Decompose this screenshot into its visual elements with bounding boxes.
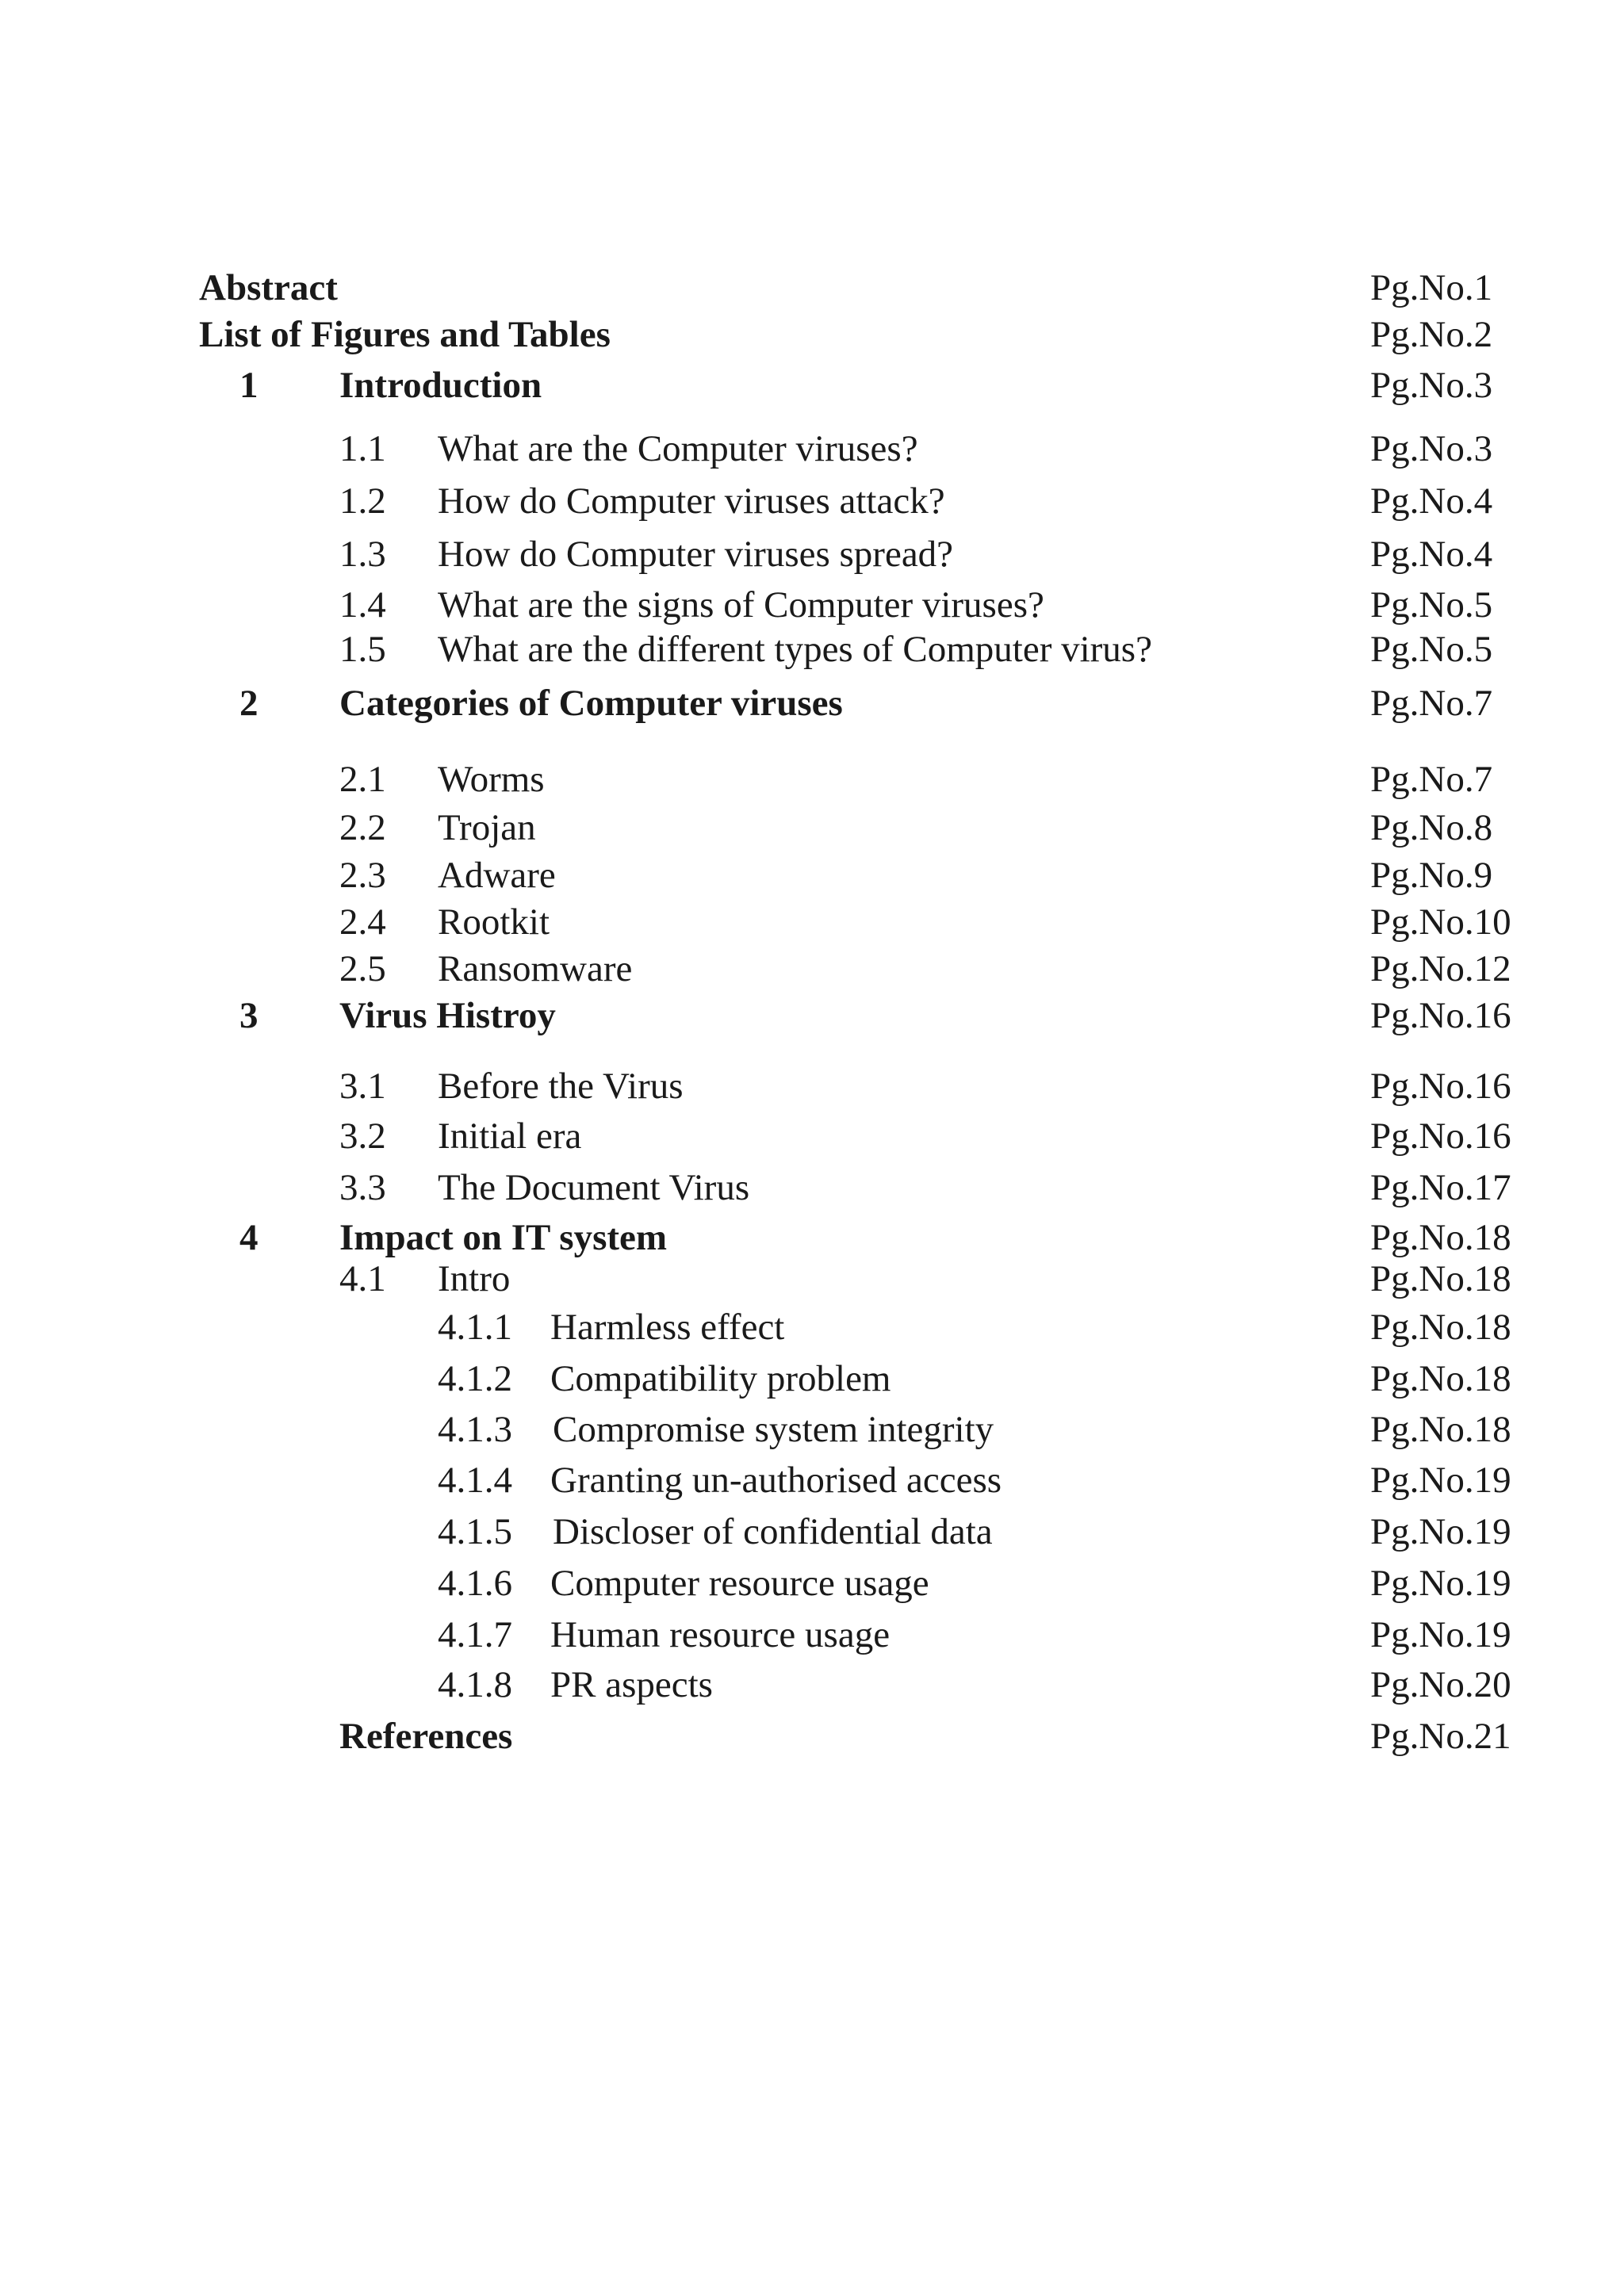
toc-number: 1.4 (339, 584, 386, 626)
toc-page: Pg.No.10 (1370, 901, 1511, 943)
toc-number: 4.1.3 (438, 1409, 512, 1450)
toc-page: Pg.No.8 (1370, 807, 1493, 848)
toc-number: 2 (239, 683, 259, 724)
toc-page: Pg.No.5 (1370, 584, 1493, 626)
toc-section (0, 581, 1624, 629)
toc-page: Pg.No.19 (1370, 1511, 1511, 1552)
toc-title: Ransomware (438, 948, 633, 989)
toc-title: References (339, 1716, 513, 1757)
toc-page: Pg.No.7 (1370, 683, 1493, 724)
toc-chapter-1 (0, 362, 1624, 409)
toc-page: Pg.No.18 (1370, 1217, 1511, 1258)
toc-title: Categories of Computer viruses (339, 683, 843, 724)
toc-number: 4.1.4 (438, 1460, 512, 1501)
toc-section (0, 945, 1624, 993)
toc-subsection (0, 1456, 1624, 1504)
toc-title: Compromise system integrity (553, 1409, 994, 1450)
toc-page: Pg.No.20 (1370, 1664, 1511, 1705)
toc-title: Abstract (199, 267, 338, 308)
toc-title: Human resource usage (550, 1614, 891, 1655)
toc-title: List of Figures and Tables (199, 314, 611, 355)
toc-section (0, 851, 1624, 899)
toc-page: Pg.No.16 (1370, 1115, 1511, 1157)
toc-chapter-2 (0, 679, 1624, 727)
toc-page: Pg.No.16 (1370, 1066, 1511, 1107)
toc-page: Pg.No.1 (1370, 267, 1493, 308)
toc-page: Pg.No.3 (1370, 428, 1493, 469)
toc-section (0, 425, 1624, 473)
toc-page: Pg.No.18 (1370, 1258, 1511, 1299)
toc-page: Pg.No.2 (1370, 314, 1493, 355)
toc-number: 1.3 (339, 534, 386, 575)
toc-title: Harmless effect (550, 1307, 785, 1348)
toc-page: Pg.No.5 (1370, 629, 1493, 670)
toc-chapter-3 (0, 992, 1624, 1039)
toc-number: 4.1.7 (438, 1614, 512, 1655)
toc-page: Pg.No.7 (1370, 759, 1493, 800)
toc-number: 1.5 (339, 629, 386, 670)
toc-page: Pg.No.18 (1370, 1358, 1511, 1399)
toc-section (0, 530, 1624, 578)
toc-number: 2.1 (339, 759, 386, 800)
toc-page: Pg.No.18 (1370, 1409, 1511, 1450)
toc-chapter-4 (0, 1214, 1624, 1261)
toc-entry-references (0, 1712, 1624, 1760)
toc-number: 3.3 (339, 1167, 386, 1208)
toc-title: PR aspects (550, 1664, 713, 1705)
toc-page: Pg.No.19 (1370, 1563, 1511, 1604)
toc-title: Computer resource usage (550, 1563, 929, 1604)
toc-section (0, 477, 1624, 525)
toc-title: The Document Virus (438, 1167, 750, 1208)
toc-page: Pg.No.12 (1370, 948, 1511, 989)
toc-title: Initial era (438, 1115, 582, 1157)
toc-page: Pg.No.21 (1370, 1716, 1511, 1757)
toc-subsection (0, 1406, 1624, 1453)
toc-number: 3 (239, 995, 259, 1036)
toc-page: Pg.No.17 (1370, 1167, 1511, 1208)
toc-page: Pg.No.4 (1370, 480, 1493, 522)
toc-number: 1 (239, 365, 259, 406)
toc-title: Before the Virus (438, 1066, 684, 1107)
toc-number: 1.1 (339, 428, 386, 469)
toc-number: 4.1.6 (438, 1563, 512, 1604)
toc-number: 2.5 (339, 948, 386, 989)
toc-title: Introduction (339, 365, 542, 406)
toc-number: 4.1.5 (438, 1511, 512, 1552)
toc-section (0, 804, 1624, 851)
toc-page: Pg.No.4 (1370, 534, 1493, 575)
toc-number: 3.2 (339, 1115, 386, 1157)
toc-section (0, 1062, 1624, 1110)
toc-page: Pg.No.16 (1370, 995, 1511, 1036)
toc-title: Adware (438, 855, 556, 896)
toc-subsection (0, 1559, 1624, 1607)
toc-section (0, 1255, 1624, 1303)
toc-number: 2.4 (339, 901, 386, 943)
toc-number: 2.2 (339, 807, 386, 848)
toc-subsection (0, 1355, 1624, 1402)
toc-title: What are the signs of Computer viruses? (438, 584, 1044, 626)
toc-section (0, 1112, 1624, 1160)
toc-title: Granting un-authorised access (550, 1460, 1002, 1501)
toc-section (0, 756, 1624, 803)
toc-number: 4 (239, 1217, 259, 1258)
toc-number: 2.3 (339, 855, 386, 896)
toc-section (0, 626, 1624, 673)
toc-title: Trojan (438, 807, 536, 848)
toc-title: How do Computer viruses spread? (438, 534, 954, 575)
toc-page: Pg.No.19 (1370, 1460, 1511, 1501)
toc-number: 4.1.1 (438, 1307, 512, 1348)
toc-number: 4.1 (339, 1258, 386, 1299)
toc-title: Compatibility problem (550, 1358, 891, 1399)
toc-entry-abstract (0, 264, 1624, 312)
toc-subsection (0, 1508, 1624, 1556)
toc-title: How do Computer viruses attack? (438, 480, 945, 522)
toc-number: 4.1.2 (438, 1358, 512, 1399)
toc-title: What are the different types of Computer virus? (438, 629, 1152, 670)
toc-title: Virus Histroy (339, 995, 556, 1036)
toc-entry-list-of-figures (0, 311, 1624, 358)
toc-page: Pg.No.9 (1370, 855, 1493, 896)
toc-number: 3.1 (339, 1066, 386, 1107)
toc-title: Intro (438, 1258, 511, 1299)
toc-title: Worms (438, 759, 545, 800)
toc-section (0, 898, 1624, 946)
toc-page: Pg.No.18 (1370, 1307, 1511, 1348)
toc-title: Rootkit (438, 901, 550, 943)
toc-number: 1.2 (339, 480, 386, 522)
toc-section (0, 1164, 1624, 1211)
toc-subsection (0, 1303, 1624, 1351)
toc-subsection (0, 1611, 1624, 1659)
toc-page: Pg.No.19 (1370, 1614, 1511, 1655)
toc-title: Discloser of confidential data (553, 1511, 993, 1552)
toc-title: What are the Computer viruses? (438, 428, 918, 469)
toc-number: 4.1.8 (438, 1664, 512, 1705)
toc-page: Pg.No.3 (1370, 365, 1493, 406)
toc-subsection (0, 1661, 1624, 1709)
toc-title: Impact on IT system (339, 1217, 668, 1258)
